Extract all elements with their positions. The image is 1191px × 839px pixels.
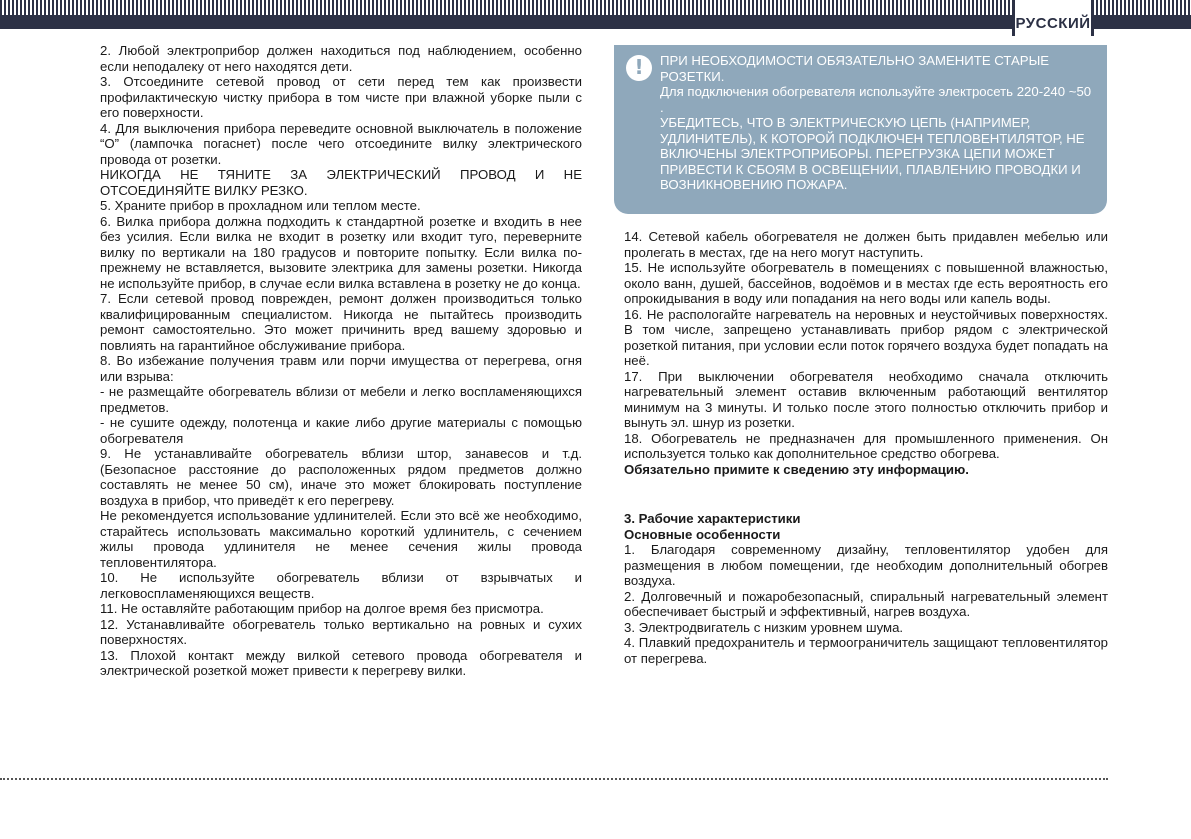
paragraph: 12. Устанавливайте обогреватель только вертикально на ровных и сухих поверхностях. [100,616,582,647]
important-note: Обязательно примите к сведению эту информацию. [624,461,969,477]
feature-item: 1. Благодаря современному дизайну, тепловентилятор удобен для размещения в любом помещении, где необходим дополнительный обогрев воздуха. [624,542,1108,588]
feature-item: 4. Плавкий предохранитель и термоограничитель защищают тепловентилятор от перегрева. [624,635,1108,666]
paragraph: 9. Не устанавливайте обогреватель вблизи штор, занавесов и т.д. (Безопасное расстояние до расположенных рядом предметов должно составлять не менее 50 см), иначе это может блокировать поступление воздуха в прибор, что приведёт к его перегреву. [100,446,582,508]
warning-box [614,45,1107,214]
left-column [100,43,582,679]
paragraph: 13. Плохой контакт между вилкой сетевого провода обогревателя и электрической розеткой может привести к перегреву вилки. [100,647,582,678]
exclamation-icon: ! [626,55,652,81]
paragraph: - не размещайте обогреватель вблизи от мебели и легко воспламеняющихся предметов. [100,384,582,415]
caution-paragraph: НИКОГДА НЕ ТЯНИТЕ ЗА ЭЛЕКТРИЧЕСКИЙ ПРОВОД И НЕ ОТСОЕДИНЯЙТЕ ВИЛКУ РЕЗКО. [100,167,582,198]
warning-line: Для подключения обогревателя используйте электросеть 220-240 ~50 . [660,84,1092,115]
paragraph: 4. Для выключения прибора переведите основной выключатель в положение “О” (лампочка погаснет) после чего отсоедините вилку электрического провода от розетки. [100,120,582,167]
paragraph: 10. Не используйте обогреватель вблизи от взрывчатых и легковоспламеняющихся веществ. [100,570,582,601]
paragraph: 6. Вилка прибора должна подходить к стандартной розетке и входить в нее без усилия. Если вилка не входит в розетку или входит туго, переверните вилку по вертикали на 180 градусов и повторите попытку. Если вилка по-прежнему не вставляется, вызовите электрика для замены розетки. Никогда не используйте прибор, в случае если вилка вставлена в розетку не до конца. [100,213,582,291]
language-tab: РУССКИЙ [1012,0,1094,36]
warning-line: УБЕДИТЕСЬ, ЧТО В ЭЛЕКТРИЧЕСКУЮ ЦЕПЬ (НАПРИМЕР, УДЛИНИТЕЛЬ), К КОТОРОЙ ПОДКЛЮЧЕН ТЕПЛОВЕНТИЛЯТОР, НЕ ВКЛЮЧЕНЫ ЭЛЕКТРОПРИБОРЫ. ПЕРЕГРУЗКА ЦЕПИ МОЖЕТ ПРИВЕСТИ К СБОЯМ В ОСВЕЩЕНИИ, ПЛАВЛЕНИЮ ПРОВОДКИ И ВОЗНИКНОВЕНИЮ ПОЖАРА. [660,115,1085,192]
feature-item: 2. Долговечный и пожаробезопасный, спиральный нагревательный элемент обеспечивает быстрый и эффективный, нагрев воздуха. [624,588,1108,619]
warning-line: ПРИ НЕОБХОДИМОСТИ ОБЯЗАТЕЛЬНО ЗАМЕНИТЕ СТАРЫЕ РОЗЕТКИ. [660,53,1050,84]
paragraph: 2. Любой электроприбор должен находиться под наблюдением, особенно если неподалеку от него находятся дети. [100,43,582,74]
feature-item: 3. Электродвигатель с низким уровнем шума. [624,619,904,635]
section-title: 3. Рабочие характеристики [624,511,801,526]
paragraph: - не сушите одежду, полотенца и какие либо другие материалы с помощью обогревателя [100,415,582,446]
paragraph: 17. При выключении обогревателя необходимо сначала отключить нагревательный элемент оставив включенным работающий вентилятор минимум на 3 минуты. И только после этого полностью отключить прибор и вынуть эл. шнур из розетки. [624,368,1108,430]
paragraph: 5. Храните прибор в прохладном или теплом месте. [100,198,421,213]
paragraph: 16. Не распологайте нагреватель на неровных и неустойчивых поверхностях. В том числе, запрещено устанавливать прибор рядом с электрической розеткой питания, при условии если поток горячего воздуха будет попадать на неё. [624,306,1108,368]
section-subtitle: Основные особенности [624,526,781,542]
paragraph: 11. Не оставляйте работающим прибор на долгое время без присмотра. [100,601,544,616]
paragraph: 18. Обогреватель не предназначен для промышленного применения. Он используется только как дополнительное средство обогрева. [624,430,1108,461]
paragraph: 15. Не используйте обогреватель в помещениях с повышенной влажностью, около ванн, душей, бассейнов, водоёмов и в местах где есть вероятность его опрокидывания в воду или попадания на него воды или капель воды. [624,260,1108,306]
footer-dotted-rule [0,778,1108,780]
paragraph: 7. Если сетевой провод поврежден, ремонт должен производиться только квалифицированным специалистом. Никогда не пытайтесь производить ремонт самостоятельно. Это может причинить вред вашему здоровью и повлиять на гарантийное обслуживание прибора. [100,291,582,353]
paragraph: Не рекомендуется использование удлинителей. Если это всё же необходимо, старайтесь использовать максимально короткий удлинитель, с сечением жилы провода удлинителя не менее сечения жилы провода тепловентилятора. [100,508,582,570]
right-column [624,229,1108,666]
paragraph: 3. Отсоедините сетевой провод от сети перед тем как произвести профилактическую чистку прибора в том чисте при влажной уборке пыли с его поверхности. [100,74,582,120]
paragraph: 8. Во избежание получения травм или порчи имущества от перегрева, огня или взрыва: [100,353,582,384]
paragraph: 14. Сетевой кабель обогревателя не должен быть придавлен мебелью или пролегать в местах, где на него могут наступить. [624,229,1108,260]
